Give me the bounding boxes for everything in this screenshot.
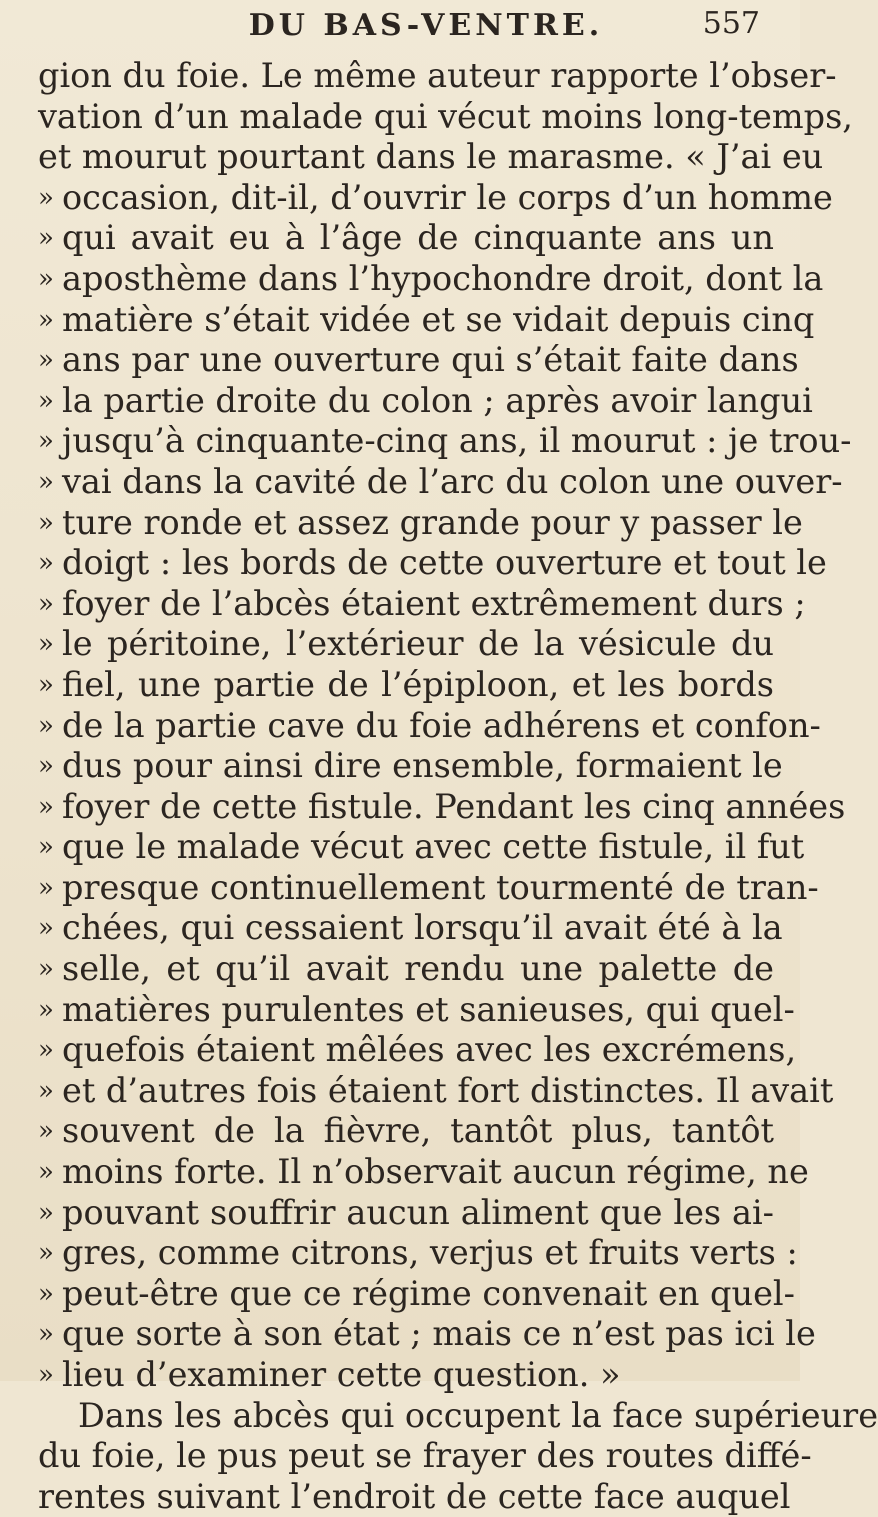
- quoted-line: [38, 827, 805, 868]
- quoted-line-text: ans par une ouverture qui s’était faite dans: [62, 340, 799, 380]
- quoted-line-text: chées, qui cessaient lorsqu’il avait été à la: [62, 908, 783, 948]
- quoted-line-text: souvent de la fièvre, tantôt plus, tantôt: [62, 1111, 774, 1151]
- quote-mark: »: [38, 751, 54, 782]
- quoted-line: [38, 624, 774, 665]
- text-line: et mourut pourtant dans le marasme. « J’ai eu: [38, 137, 824, 177]
- quoted-line: [38, 583, 806, 625]
- quote-mark: »: [38, 1197, 54, 1228]
- quote-mark: »: [38, 223, 54, 254]
- quoted-line: [38, 380, 813, 422]
- quoted-line: [38, 299, 815, 341]
- quoted-line-text: le péritoine, l’extérieur de la vésicule du: [62, 624, 774, 664]
- quoted-line: [38, 1152, 809, 1193]
- quoted-line-text: ture ronde et assez grande pour y passer le: [62, 502, 803, 542]
- quote-mark: »: [38, 1360, 54, 1390]
- quoted-line-text: la partie droite du colon ; après avoir langui: [62, 380, 813, 420]
- intro-paragraph: [38, 56, 853, 178]
- quoted-line: [38, 177, 833, 219]
- quote-mark: »: [38, 385, 54, 416]
- quoted-line-text: que sorte à son état ; mais ce n’est pas ici le: [62, 1314, 816, 1354]
- quote-mark: »: [38, 872, 54, 903]
- quoted-line-text: pouvant souffrir aucun aliment que les ai-: [62, 1192, 774, 1232]
- quoted-line: [38, 502, 803, 544]
- quoted-line-text: et d’autres fois étaient fort distinctes. Il avait: [62, 1070, 834, 1110]
- body-text: [38, 56, 878, 1517]
- quote-mark: »: [38, 1278, 54, 1309]
- quoted-line-text: fiel, une partie de l’épiploon, et les bords: [62, 664, 774, 704]
- quote-mark: »: [38, 791, 54, 822]
- quote-mark: »: [38, 548, 54, 579]
- quoted-line: [38, 1273, 795, 1315]
- quote-mark: »: [38, 182, 54, 213]
- quoted-passage: [38, 177, 852, 1396]
- running-head: DU BAS-VENTRE.: [248, 8, 604, 43]
- quoted-line-text: presque continuellement tourmenté de tran-: [62, 867, 819, 907]
- quoted-line-text: qui avait eu à l’âge de cinquante ans un: [62, 218, 774, 258]
- quote-mark: »: [38, 588, 54, 619]
- quoted-line: [38, 1233, 798, 1274]
- quote-mark: »: [38, 1075, 54, 1106]
- quoted-line: [38, 1355, 774, 1396]
- quoted-line: [38, 421, 852, 462]
- quote-mark: »: [38, 710, 54, 741]
- quoted-line-text: peut-être que ce régime convenait en quel-: [62, 1273, 795, 1313]
- quote-mark: »: [38, 1157, 54, 1188]
- quoted-line-text: foyer de cette fistule. Pendant les cinq années: [62, 786, 846, 826]
- quote-mark: »: [38, 913, 54, 944]
- quoted-line: [38, 340, 799, 381]
- quoted-line-text: gres, comme citrons, verjus et fruits verts :: [62, 1233, 798, 1273]
- quoted-line: [38, 218, 774, 259]
- text-line: gion du foie. Le même auteur rapporte l’obser-: [38, 56, 837, 95]
- quote-mark: »: [38, 994, 54, 1025]
- quote-mark: »: [38, 629, 54, 660]
- quoted-line-text: doigt : les bords de cette ouverture et tout le: [62, 543, 827, 583]
- quote-mark: »: [38, 669, 54, 700]
- quoted-line: [38, 1070, 834, 1112]
- quoted-line-text: lieu d’examiner cette question. »: [62, 1355, 621, 1394]
- quoted-line-text: dus pour ainsi dire ensemble, formaient le: [62, 746, 783, 786]
- quoted-line: [38, 665, 774, 706]
- text-line: vation d’un malade qui vécut moins long-temps,: [38, 96, 853, 136]
- quoted-line-text: quefois étaient mêlées avec les excrémens,: [62, 1030, 797, 1070]
- closing-paragraph: [38, 1395, 878, 1517]
- quote-mark: »: [38, 1035, 54, 1066]
- quoted-line: [38, 461, 843, 503]
- quoted-line: [38, 867, 819, 909]
- quote-mark: »: [38, 345, 54, 376]
- quoted-line-text: matière s’était vidée et se vidait depuis cinq: [62, 299, 815, 339]
- quoted-line-text: selle, et qu’il avait rendu une palette de: [62, 949, 774, 989]
- quote-mark: »: [38, 426, 54, 457]
- text-line: rentes suivant l’endroit de cette face auquel: [38, 1476, 791, 1516]
- quote-mark: »: [38, 304, 54, 335]
- quoted-line-text: de la partie cave du foie adhérens et confon-: [62, 705, 821, 745]
- page-number: 557: [702, 6, 760, 41]
- text-line: Dans les abcès qui occupent la face supérieure: [78, 1395, 878, 1435]
- text-line: du foie, le pus peut se frayer des routes diffé-: [38, 1436, 812, 1476]
- quoted-line: [38, 746, 783, 787]
- quoted-line-text: que le malade vécut avec cette fistule, il fut: [62, 827, 805, 867]
- quote-mark: »: [38, 954, 54, 985]
- quoted-line: [38, 1193, 774, 1234]
- quoted-line-text: foyer de l’abcès étaient extrêmement durs ;: [62, 583, 806, 623]
- quote-mark: »: [38, 1116, 54, 1147]
- quote-mark: »: [38, 466, 54, 497]
- quoted-line: [38, 989, 795, 1031]
- quoted-line: [38, 786, 846, 828]
- quoted-line: [38, 949, 774, 990]
- quoted-line: [38, 543, 827, 584]
- quote-mark: »: [38, 1238, 54, 1269]
- quoted-line: [38, 705, 821, 747]
- quoted-line-text: jusqu’à cinquante-cinq ans, il mourut : je trou-: [62, 421, 852, 461]
- quote-mark: »: [38, 1319, 54, 1350]
- quoted-line-text: moins forte. Il n’observait aucun régime, ne: [62, 1152, 809, 1192]
- quoted-line: [38, 908, 783, 949]
- quote-mark: »: [38, 832, 54, 863]
- quoted-line-text: occasion, dit-il, d’ouvrir le corps d’un homme: [62, 177, 833, 217]
- quote-mark: »: [38, 263, 54, 294]
- quoted-line-text: aposthème dans l’hypochondre droit, dont la: [62, 258, 824, 298]
- quoted-line-text: vai dans la cavité de l’arc du colon une ouver-: [62, 461, 843, 501]
- quoted-line-text: matières purulentes et sanieuses, qui quel-: [62, 989, 795, 1029]
- quoted-line: [38, 258, 824, 300]
- page-header: [38, 0, 774, 56]
- quote-mark: »: [38, 507, 54, 538]
- quoted-line: [38, 1111, 774, 1152]
- quoted-line: [38, 1314, 816, 1355]
- quoted-line: [38, 1030, 797, 1071]
